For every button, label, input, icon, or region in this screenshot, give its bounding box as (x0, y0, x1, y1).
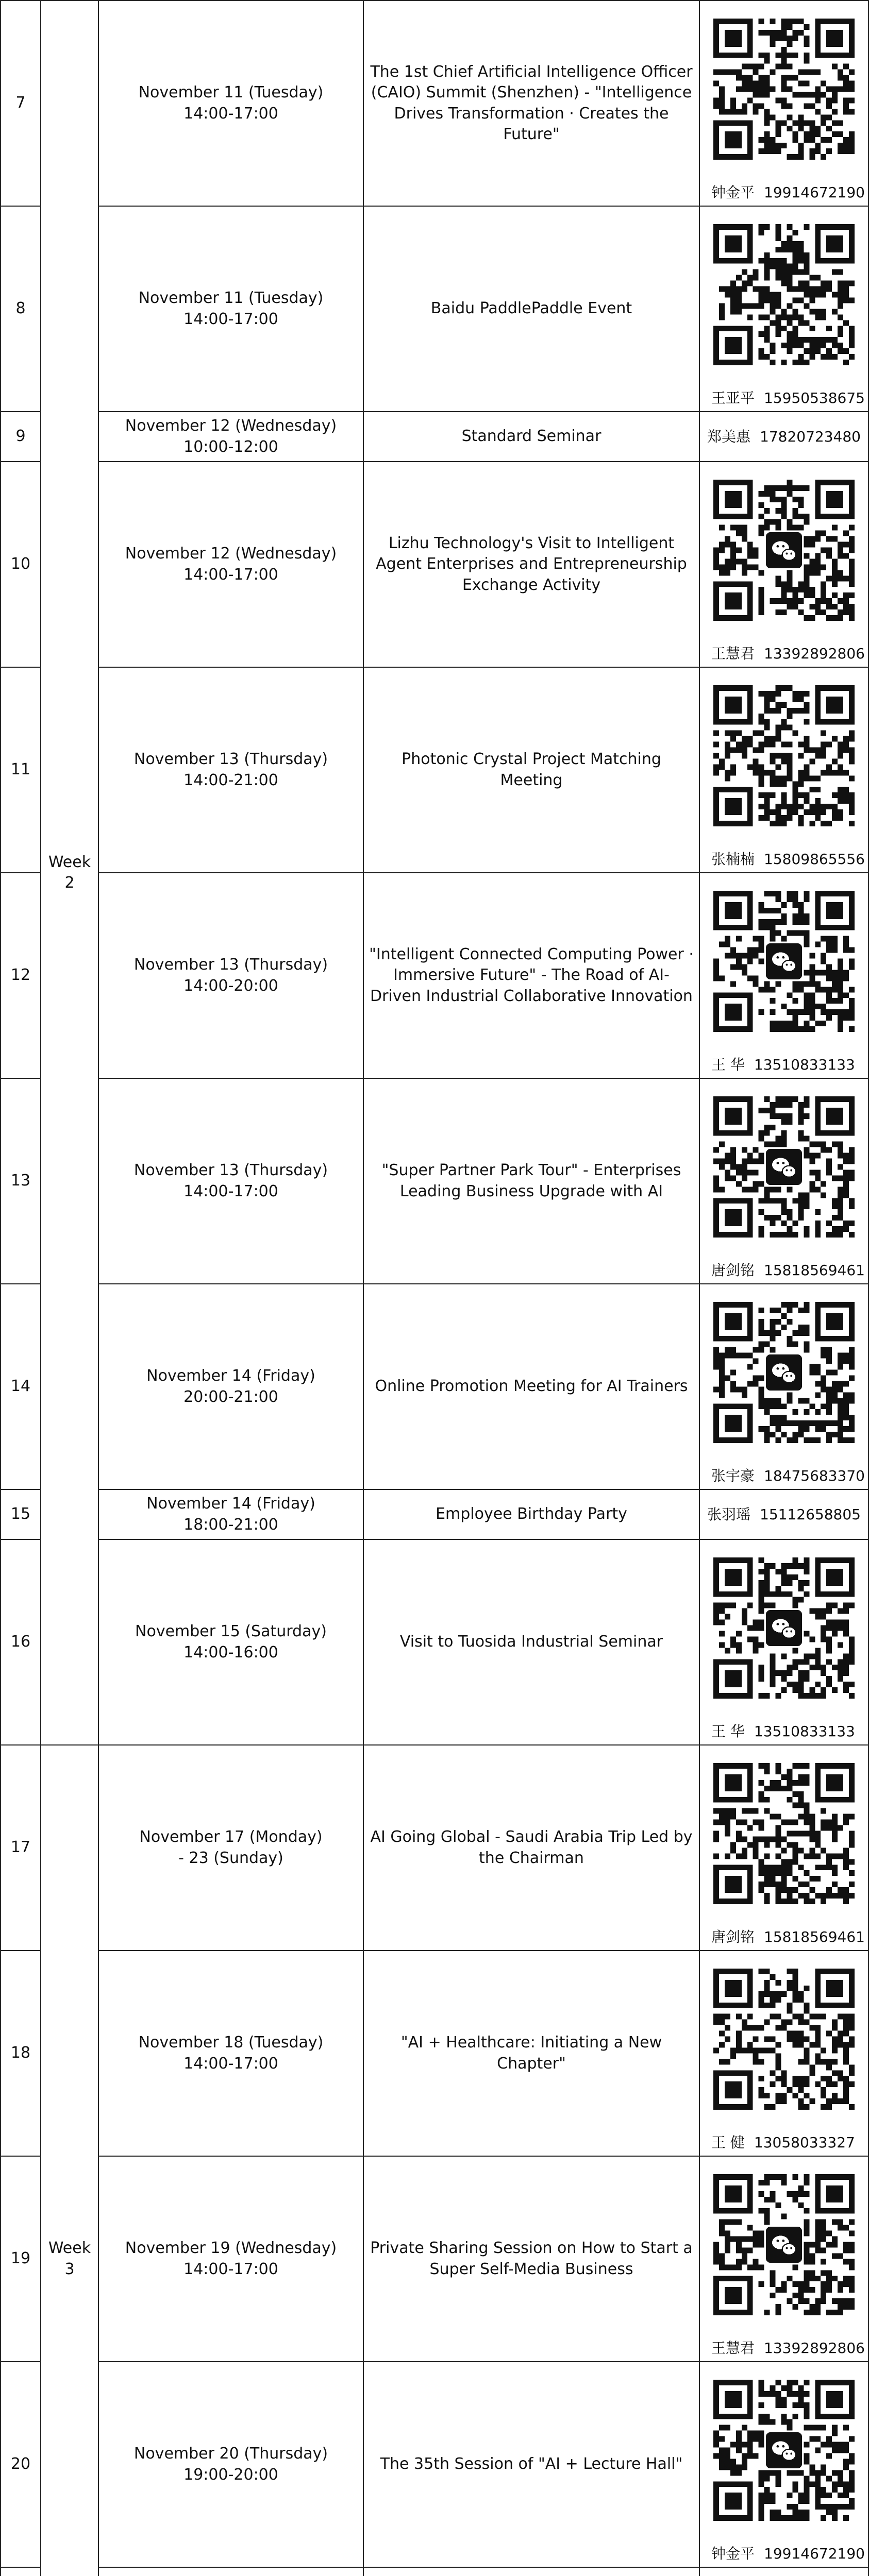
event-date: November 11 (Tuesday) (138, 289, 324, 307)
row-number: 10 (1, 462, 41, 667)
contact-cell (699, 2156, 868, 2362)
qr-code-icon (713, 1763, 855, 1904)
contact-cell (699, 412, 868, 462)
contact-cell (699, 1, 868, 206)
contact-name: 唐剑铭 (711, 1262, 755, 1279)
wechat-qr-code-icon (713, 480, 855, 621)
week-label: Week 3 (41, 1745, 98, 2576)
contact-name: 王 华 (711, 1056, 745, 1074)
event-date: November 18 (Tuesday) (138, 2033, 324, 2052)
contact-phone: 13392892806 (764, 2340, 865, 2357)
event-date: November 14 (Friday) (146, 1367, 315, 1385)
event-datetime (98, 2567, 363, 2576)
event-time: 14:00-21:00 (183, 771, 278, 789)
event-time: 14:00-17:00 (183, 565, 278, 584)
event-time: 14:00-20:00 (183, 976, 278, 995)
table-row (1, 1284, 868, 1489)
contact-name: 张楠楠 (711, 851, 755, 868)
event-title (363, 2567, 699, 2576)
event-date: November 13 (Thursday) (133, 750, 328, 768)
event-time: 14:00-17:00 (183, 104, 278, 123)
event-title: Online Promotion Meeting for AI Trainers (363, 1284, 699, 1489)
event-datetime (98, 873, 363, 1078)
contact-cell (699, 873, 868, 1078)
contact-phone: 19914672190 (764, 2545, 865, 2563)
contact-info (711, 1927, 865, 1947)
row-number: 7 (1, 1, 41, 206)
event-title: Employee Birthday Party (363, 1489, 699, 1539)
wechat-qr-code-icon (713, 1302, 855, 1443)
contact-info (711, 850, 865, 869)
contact-cell (699, 667, 868, 873)
row-number: 12 (1, 873, 41, 1078)
table-row (1, 412, 868, 462)
contact-name: 钟金平 (711, 2545, 755, 2563)
contact-info (711, 1466, 865, 1486)
contact-cell (699, 1745, 868, 1951)
contact-cell (699, 2567, 868, 2576)
event-date: November 11 (Tuesday) (138, 83, 324, 101)
event-datetime (98, 1745, 363, 1951)
contact-info (711, 644, 865, 664)
contact-cell (699, 1078, 868, 1284)
contact-cell (699, 206, 868, 412)
contact-name: 王慧君 (711, 2340, 755, 2357)
event-title: Baidu PaddlePaddle Event (363, 206, 699, 412)
event-date: November 17 (Monday) (139, 1828, 323, 1846)
event-datetime (98, 206, 363, 412)
row-number (1, 2567, 41, 2576)
table-row (1, 2362, 868, 2567)
contact-info (711, 183, 865, 202)
contact-name: 唐剑铭 (711, 1928, 755, 1946)
event-date: November 13 (Thursday) (133, 1161, 328, 1179)
table-row (1, 1489, 868, 1539)
event-title: Private Sharing Session on How to Start a Super Self-Media Business (363, 2156, 699, 2362)
event-title: The 35th Session of "AI + Lecture Hall" (363, 2362, 699, 2567)
table-row (1, 206, 868, 412)
qr-code-icon (713, 685, 855, 826)
event-datetime (98, 667, 363, 873)
contact-cell (699, 1284, 868, 1489)
contact-name: 张羽瑶 (707, 1505, 751, 1523)
wechat-qr-code-icon (713, 1557, 855, 1699)
contact-name: 王 华 (711, 1723, 745, 1740)
table-row (1, 1951, 868, 2156)
event-date: November 19 (Wednesday) (125, 2239, 337, 2257)
contact-cell (699, 1951, 868, 2156)
contact-info (711, 2133, 855, 2153)
event-date: November 12 (Wednesday) (125, 545, 337, 563)
contact-info (700, 1505, 868, 1524)
contact-phone: 15950538675 (764, 389, 865, 407)
week-label: Week 2 (41, 1, 98, 1745)
event-datetime (98, 1078, 363, 1284)
contact-phone: 18475683370 (764, 1467, 865, 1485)
contact-name: 王 健 (711, 2134, 745, 2151)
event-datetime (98, 412, 363, 462)
contact-info (711, 1055, 855, 1075)
wechat-qr-code-icon (713, 2174, 855, 2315)
table-row (1, 1539, 868, 1745)
contact-info (711, 1722, 855, 1741)
contact-info (700, 427, 868, 447)
row-number: 18 (1, 1951, 41, 2156)
wechat-qr-code-icon (713, 2380, 855, 2521)
event-time: 14:00-17:00 (183, 310, 278, 328)
table-row (1, 462, 868, 667)
event-title: Standard Seminar (363, 412, 699, 462)
qr-code-icon (713, 1969, 855, 2110)
table-row (1, 2567, 868, 2576)
event-time: 14:00-17:00 (183, 1182, 278, 1200)
event-title: Visit to Tuosida Industrial Seminar (363, 1539, 699, 1745)
wechat-qr-code-icon (713, 1096, 855, 1238)
table-row (1, 1078, 868, 1284)
event-time: 19:00-20:00 (183, 2465, 278, 2484)
contact-info (711, 2544, 865, 2564)
event-date: November 14 (Friday) (146, 1495, 315, 1513)
row-number: 8 (1, 206, 41, 412)
contact-cell (699, 1539, 868, 1745)
contact-phone: 13510833133 (754, 1723, 855, 1740)
event-title: "AI + Healthcare: Initiating a New Chapter" (363, 1951, 699, 2156)
contact-name: 钟金平 (711, 184, 755, 201)
contact-name: 张宇豪 (711, 1467, 755, 1485)
qr-code-icon (713, 19, 855, 160)
contact-cell (699, 1489, 868, 1539)
event-date: November 12 (Wednesday) (125, 417, 337, 435)
event-datetime (98, 1, 363, 206)
event-time: 18:00-21:00 (183, 1515, 278, 1534)
table-row (1, 667, 868, 873)
row-number: 19 (1, 2156, 41, 2362)
event-date: November 20 (Thursday) (133, 2445, 328, 2463)
contact-phone: 13392892806 (764, 645, 865, 663)
event-time: 14:00-16:00 (183, 1643, 278, 1662)
event-datetime (98, 462, 363, 667)
event-title: "Intelligent Connected Computing Power · Immersive Future" - The Road of AI-Driven Industrial Collaborative Innovation (363, 873, 699, 1078)
row-number: 15 (1, 1489, 41, 1539)
table-row (1, 1, 868, 206)
contact-name: 郑美惠 (707, 428, 751, 445)
row-number: 11 (1, 667, 41, 873)
event-title: Photonic Crystal Project Matching Meeting (363, 667, 699, 873)
table-row (1, 2156, 868, 2362)
event-datetime (98, 2156, 363, 2362)
contact-info (711, 1261, 865, 1280)
contact-phone: 19914672190 (764, 184, 865, 201)
event-time: 10:00-12:00 (183, 437, 278, 456)
event-datetime (98, 2362, 363, 2567)
qr-code-icon (713, 224, 855, 365)
event-datetime (98, 1489, 363, 1539)
event-date: November 15 (Saturday) (135, 1622, 327, 1640)
event-time: - 23 (Sunday) (178, 1849, 283, 1867)
contact-phone: 15809865556 (764, 851, 865, 868)
event-title: The 1st Chief Artificial Intelligence Officer (CAIO) Summit (Shenzhen) - "Intelligence Drives Transformation · Creates the Future" (363, 1, 699, 206)
row-number: 17 (1, 1745, 41, 1951)
contact-name: 王慧君 (711, 645, 755, 663)
contact-cell (699, 462, 868, 667)
row-number: 16 (1, 1539, 41, 1745)
row-number: 14 (1, 1284, 41, 1489)
row-number: 13 (1, 1078, 41, 1284)
contact-phone: 13510833133 (754, 1056, 855, 1074)
event-title: "Super Partner Park Tour" - Enterprises Leading Business Upgrade with AI (363, 1078, 699, 1284)
event-datetime (98, 1951, 363, 2156)
event-time: 20:00-21:00 (183, 1387, 278, 1406)
contact-info (711, 2338, 865, 2358)
contact-cell (699, 2362, 868, 2567)
row-number: 20 (1, 2362, 41, 2567)
event-datetime (98, 1539, 363, 1745)
contact-name: 王亚平 (711, 389, 755, 407)
contact-phone: 17820723480 (760, 428, 861, 445)
contact-info (711, 388, 865, 408)
event-date: November 13 (Thursday) (133, 956, 328, 974)
event-time: 14:00-17:00 (183, 2054, 278, 2073)
contact-phone: 15818569461 (764, 1928, 865, 1946)
wechat-qr-code-icon (713, 891, 855, 1032)
contact-phone: 15112658805 (760, 1505, 861, 1523)
event-datetime (98, 1284, 363, 1489)
event-time: 14:00-17:00 (183, 2260, 278, 2278)
table-row (1, 873, 868, 1078)
row-number: 9 (1, 412, 41, 462)
contact-phone: 15818569461 (764, 1262, 865, 1279)
table-row (1, 1745, 868, 1951)
contact-phone: 13058033327 (754, 2134, 855, 2151)
event-title: AI Going Global - Saudi Arabia Trip Led by the Chairman (363, 1745, 699, 1951)
event-title: Lizhu Technology's Visit to Intelligent Agent Enterprises and Entrepreneurship Exchange Activity (363, 462, 699, 667)
